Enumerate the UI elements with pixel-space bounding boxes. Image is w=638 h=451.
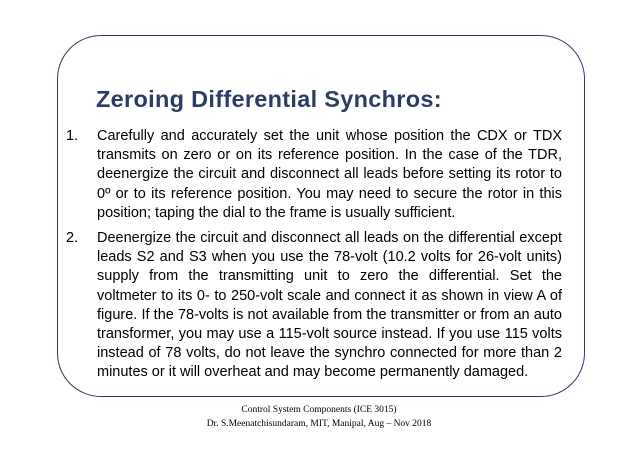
slide-title: Zeroing Differential Synchros: [96,86,442,112]
step-text: Deenergize the circuit and disconnect all leads on the differential except leads S2 and S3 when you use the 78-volt (10.2 volts for 26-volt units) supply from the transmitting unit to zero the differential. Set the voltmeter to its 0- to 250-volt scale and connect it as shown in view A of figure. If the 78-volts is not available from the transmitter or from an auto transformer, you may use a 115-volt source instead. If you use 115 volts instead of 78 volts, do not leave the synchro connected for more than 2 minutes or it will overheat and may become permanently damaged. [97,230,562,381]
step-number: 1. [66,128,79,144]
footer-author: Dr. S.Meenatchisundaram, MIT, Manipal, Aug – Nov 2018 [206,419,432,429]
step-number: 2. [66,230,79,247]
footer-course: Control System Components (ICE 3015) [241,405,397,415]
steps-list [66,127,562,389]
step-item-2 [66,229,562,383]
step-text: Carefully and accurately set the unit whose position the CDX or TDX transmits on zero or on its reference position. In the case of the TDR, deenergize the circuit and disconnect all leads before setting its rotor to 0º or to its reference position. You may need to secure the rotor in this position; taping the dial to the frame is usually sufficient. [97,128,562,221]
step-item-1 [66,127,562,223]
